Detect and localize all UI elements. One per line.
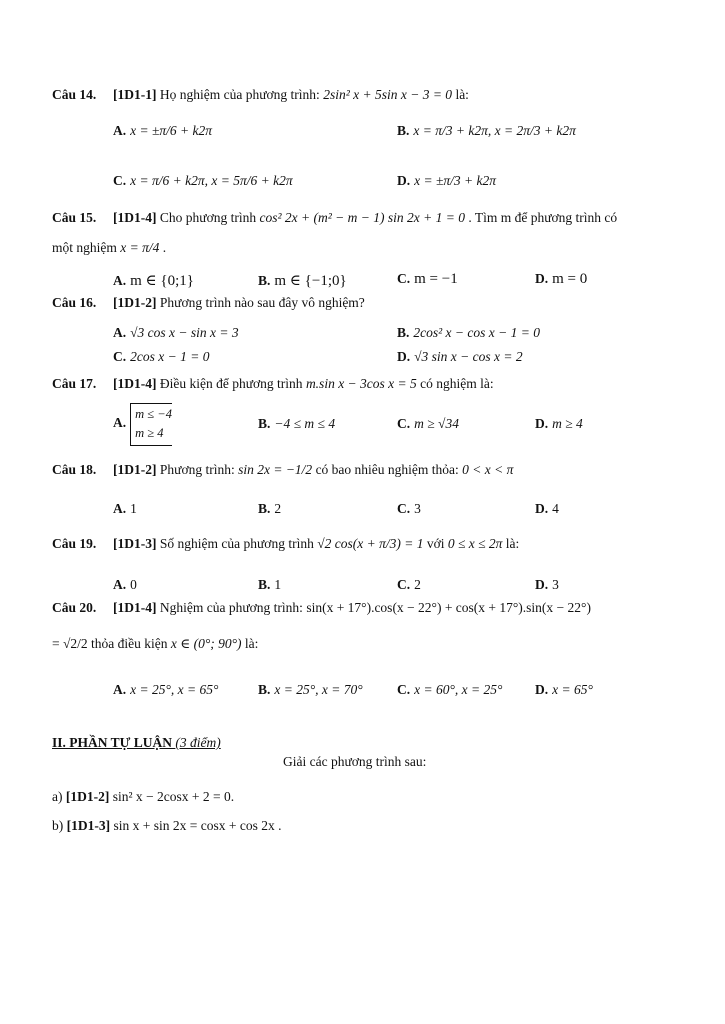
- question-equation: 2sin² x + 5sin x − 3 = 0: [323, 87, 453, 102]
- option-b-text: 2cos² x − cos x − 1 = 0: [413, 325, 540, 340]
- question-number: Câu 17.: [52, 376, 97, 391]
- exercise-tag: [1D1-2]: [65, 789, 110, 804]
- option-a[interactable]: A. m ≤ −4 m ≥ 4: [113, 403, 172, 446]
- option-c-text: 2: [414, 577, 421, 592]
- question-ending: . Tìm m để phương trình có: [468, 210, 618, 225]
- option-c[interactable]: C. m = −1: [397, 271, 458, 287]
- question-ending: có bao nhiêu nghiệm thỏa:: [315, 462, 459, 477]
- option-a[interactable]: A. √3 cos x − sin x = 3: [113, 325, 239, 340]
- system-brace: [130, 403, 172, 446]
- question-condition: 0 ≤ x ≤ 2π: [447, 536, 503, 551]
- option-d[interactable]: D. m = 0: [535, 271, 588, 287]
- option-a-text: x = ±π/6 + k2π: [130, 123, 213, 138]
- question-equation: cos² 2x + (m² − m − 1) sin 2x + 1 = 0: [259, 210, 465, 225]
- option-a-text: x = 25°, x = 65°: [130, 682, 219, 697]
- question-stem: Họ nghiệm của phương trình:: [159, 87, 320, 102]
- question-stem: Số nghiệm của phương trình: [159, 536, 314, 551]
- question-tag: [1D1-1]: [113, 87, 157, 102]
- question-number: Câu 15.: [52, 210, 97, 225]
- question-number: Câu 19.: [52, 536, 97, 551]
- option-d-text: x = 65°: [552, 682, 593, 697]
- option-c[interactable]: C. 3: [397, 501, 421, 516]
- question-17: [52, 376, 494, 392]
- option-d-text: 3: [552, 577, 559, 592]
- question-20: [52, 600, 591, 616]
- option-c[interactable]: C. m ≥ √34: [397, 416, 459, 431]
- option-a-text: √3 cos x − sin x = 3: [130, 325, 239, 340]
- question-number: Câu 20.: [52, 600, 97, 615]
- question-equation: sin 2x = −1/2: [238, 462, 313, 477]
- option-a[interactable]: A. 0: [113, 577, 137, 592]
- option-b-text: 1: [274, 577, 282, 592]
- option-c[interactable]: C. 2cos x − 1 = 0: [113, 349, 210, 364]
- option-a[interactable]: A. x = 25°, x = 65°: [113, 682, 219, 697]
- option-b[interactable]: B. 1: [258, 577, 282, 592]
- question-tag: [1D1-4]: [113, 210, 157, 225]
- question-14: [52, 87, 469, 103]
- question-condition: x ∈ (0°; 90°): [170, 636, 242, 651]
- question-stem: Phương trình:: [159, 462, 235, 477]
- question-ending: là:: [455, 87, 469, 102]
- exercise-equation: sin² x − 2cosx + 2 = 0.: [112, 789, 235, 804]
- option-c[interactable]: C. x = 60°, x = 25°: [397, 682, 503, 697]
- question-18: [52, 462, 513, 478]
- option-d-text: √3 sin x − cos x = 2: [414, 349, 523, 364]
- option-c-text: 2cos x − 1 = 0: [130, 349, 210, 364]
- option-d-text: x = ±π/3 + k2π: [414, 173, 497, 188]
- section-instruction: Giải các phương trình sau:: [283, 754, 427, 769]
- question-equation: sin(x + 17°).cos(x − 22°) + cos(x + 17°).sin(x − 22°): [306, 600, 591, 615]
- option-a-text: 0: [130, 577, 137, 592]
- section-heading: [52, 735, 221, 751]
- question-number: Câu 18.: [52, 462, 97, 477]
- option-d[interactable]: D. 4: [535, 501, 559, 516]
- question-condition: 0 < x < π: [462, 462, 514, 477]
- question-19: Câu 19. [1D1-3] Số nghiệm của phương trình √2 cos(x + π/3) = 1 với 0 ≤ x ≤ 2π là:: [52, 536, 520, 551]
- option-c[interactable]: C. x = π/6 + k2π, x = 5π/6 + k2π: [113, 173, 293, 188]
- question-stem: Điều kiện để phương trình: [159, 376, 303, 391]
- option-a-text: m ∈ {0;1}: [130, 273, 194, 289]
- question-number: Câu 16.: [52, 295, 97, 310]
- option-d[interactable]: D. √3 sin x − cos x = 2: [397, 349, 523, 364]
- option-b[interactable]: B. m ∈ {−1;0}: [258, 273, 347, 289]
- question-15: [52, 210, 617, 226]
- option-c-text: 3: [414, 501, 421, 516]
- option-c-text: m ≥ √34: [414, 416, 459, 431]
- equation-rhs: = √2/2: [52, 636, 88, 651]
- root-value: x = π/4: [120, 240, 160, 255]
- option-b-text: x = 25°, x = 70°: [274, 682, 363, 697]
- question-tag: [1D1-3]: [113, 536, 157, 551]
- option-b-text: −4 ≤ m ≤ 4: [274, 416, 336, 431]
- question-equation: √2 cos(x + π/3) = 1: [317, 536, 424, 551]
- option-b-text: m ∈ {−1;0}: [274, 273, 347, 289]
- option-c-text: x = 60°, x = 25°: [414, 682, 503, 697]
- option-a[interactable]: A. x = ±π/6 + k2π: [113, 123, 213, 138]
- option-b[interactable]: B. x = π/3 + k2π, x = 2π/3 + k2π: [397, 123, 576, 138]
- section-title: II. PHẦN TỰ LUẬN: [52, 735, 173, 750]
- question-16: [52, 295, 365, 311]
- option-b[interactable]: B. 2: [258, 501, 282, 516]
- question-tag: [1D1-2]: [113, 462, 157, 477]
- question-tag: [1D1-4]: [113, 600, 157, 615]
- option-d-text: 4: [552, 501, 559, 516]
- option-d[interactable]: D. 3: [535, 577, 559, 592]
- option-d[interactable]: D. m ≥ 4: [535, 416, 583, 431]
- question-stem: Cho phương trình: [159, 210, 257, 225]
- option-b[interactable]: B. 2cos² x − cos x − 1 = 0: [397, 325, 540, 340]
- question-tag: [1D1-4]: [113, 376, 157, 391]
- question-ending: là:: [505, 536, 520, 551]
- question-tag: [1D1-2]: [113, 295, 157, 310]
- option-b-text: x = π/3 + k2π, x = 2π/3 + k2π: [413, 123, 576, 138]
- question-equation: m.sin x − 3cos x = 5: [305, 376, 417, 391]
- exercise-a: a) [1D1-2] sin² x − 2cosx + 2 = 0.: [52, 789, 235, 804]
- option-b-text: 2: [274, 501, 282, 516]
- exercise-b: b) [1D1-3] sin x + sin 2x = cosx + cos 2x .: [52, 818, 282, 833]
- exercise-equation: sin x + sin 2x = cosx + cos 2x .: [113, 818, 282, 833]
- option-d-text: m ≥ 4: [552, 416, 583, 431]
- question-number: Câu 14.: [52, 87, 97, 102]
- section-points: (3 điểm): [175, 735, 221, 750]
- option-d[interactable]: D. x = 65°: [535, 682, 593, 697]
- question-ending: có nghiệm là:: [420, 376, 494, 391]
- option-a[interactable]: A. m ∈ {0;1}: [113, 273, 194, 289]
- option-d-text: m = 0: [552, 271, 588, 287]
- option-d[interactable]: D. x = ±π/3 + k2π: [397, 173, 497, 188]
- option-a-line2: m ≥ 4: [135, 426, 164, 441]
- question-20-line2: = √2/2 thỏa điều kiện x ∈ (0°; 90°) là:: [52, 636, 259, 651]
- option-b[interactable]: B. −4 ≤ m ≤ 4: [258, 416, 336, 431]
- option-a[interactable]: A. 1: [113, 501, 137, 516]
- question-stem: Nghiệm của phương trình:: [159, 600, 303, 615]
- option-b[interactable]: B. x = 25°, x = 70°: [258, 682, 363, 697]
- option-c-text: x = π/6 + k2π, x = 5π/6 + k2π: [130, 173, 293, 188]
- exercise-tag: [1D1-3]: [66, 818, 111, 833]
- option-a-text: 1: [130, 501, 137, 516]
- question-stem: Phương trình nào sau đây vô nghiệm?: [159, 295, 365, 310]
- option-c[interactable]: C. 2: [397, 577, 421, 592]
- question-15-line2: một nghiệm x = π/4 .: [52, 240, 167, 255]
- option-c-text: m = −1: [414, 271, 458, 287]
- option-a-line1: m ≤ −4: [135, 407, 172, 421]
